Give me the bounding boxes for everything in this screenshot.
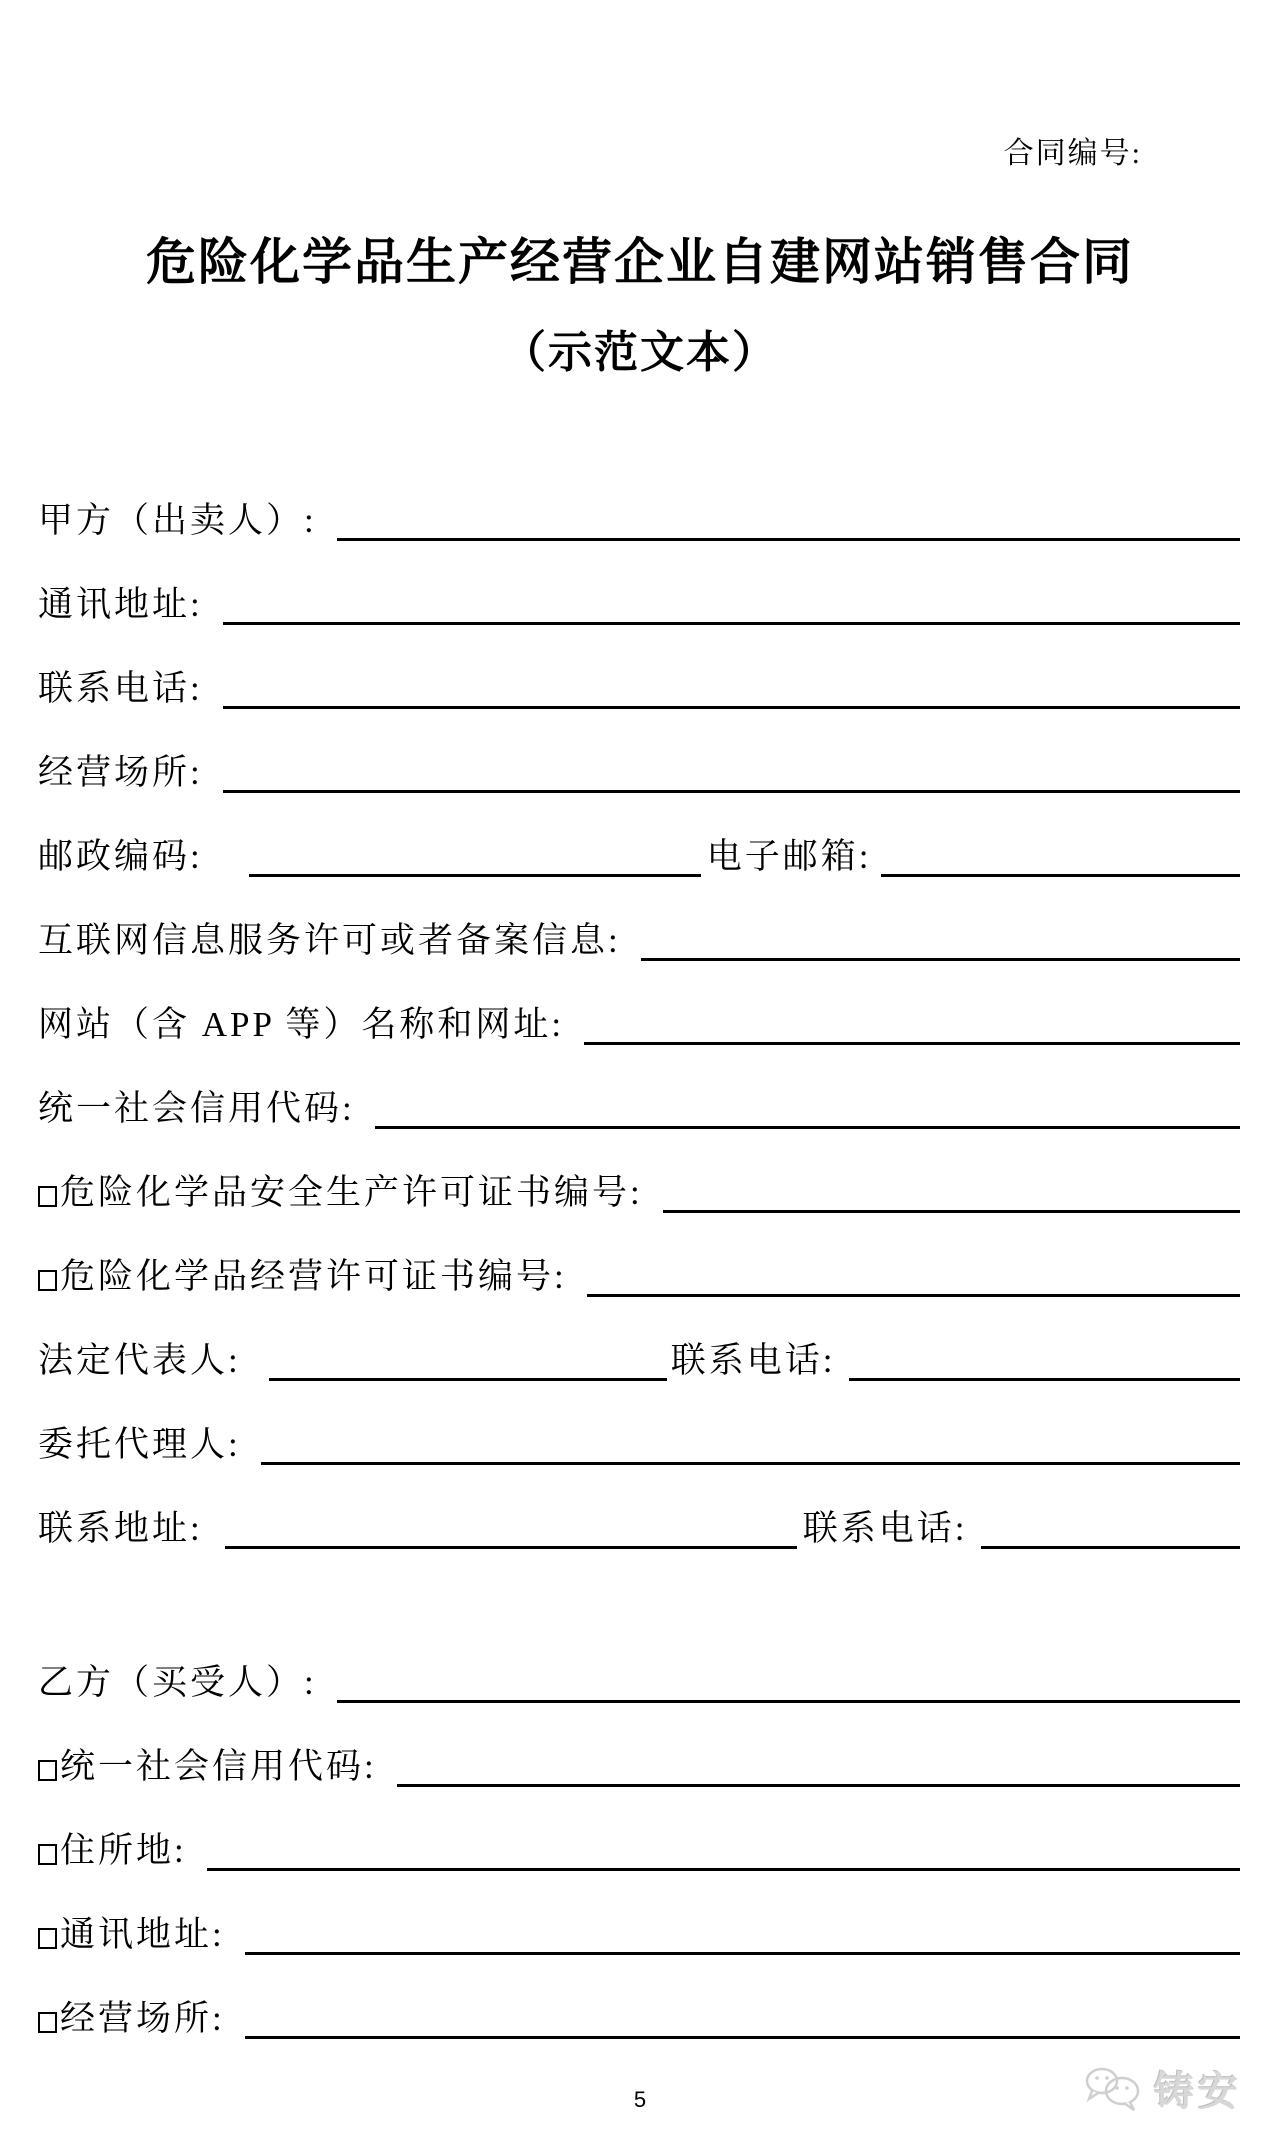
field-row-party-b-credit-code — [38, 1710, 1240, 1794]
field-underline — [223, 790, 1240, 793]
field-label: 联系电话: — [670, 1341, 836, 1380]
field-underline — [225, 1546, 797, 1549]
field-label: 危险化学品安全生产许可证书编号: — [60, 1173, 643, 1212]
field-label: 住所地: — [60, 1831, 187, 1870]
field-row-business-premises — [38, 716, 1240, 800]
contract-number-label: 合同编号: — [1003, 137, 1142, 170]
watermark-text: 铸安 — [1154, 2069, 1242, 2114]
field-label: 经营场所: — [60, 1999, 225, 2038]
field-row-legal-representative — [38, 1304, 1240, 1388]
field-underline — [397, 1784, 1240, 1787]
field-label: 经营场所: — [38, 753, 203, 792]
field-row-party-b — [38, 1626, 1240, 1710]
checkbox-icon — [38, 2012, 57, 2033]
checkbox-icon — [38, 1928, 57, 1949]
checkbox-icon — [38, 1844, 57, 1865]
field-underline — [587, 1294, 1240, 1297]
field-label: 邮政编码: — [38, 837, 203, 876]
contract-header-form — [38, 464, 1240, 2046]
field-label: 统一社会信用代码: — [60, 1747, 377, 1786]
page-number: 5 — [633, 2087, 647, 2112]
field-label: 联系地址: — [38, 1509, 203, 1548]
field-underline — [249, 874, 701, 877]
field-row-internet-license — [38, 884, 1240, 968]
checkbox-icon — [38, 1760, 57, 1781]
field-label: 法定代表人: — [38, 1341, 241, 1380]
field-label: 乙方（买受人）: — [38, 1663, 317, 1702]
field-underline — [584, 1042, 1240, 1045]
field-row-party-b-postal-address — [38, 1878, 1240, 1962]
document-title: 危险化学品生产经营企业自建网站销售合同 — [146, 234, 1134, 290]
field-row-contact-address — [38, 1472, 1240, 1556]
field-label: 通讯地址: — [60, 1915, 225, 1954]
field-row-credit-code — [38, 1052, 1240, 1136]
field-underline — [269, 1378, 667, 1381]
field-underline — [223, 706, 1240, 709]
field-underline — [261, 1462, 1240, 1465]
checkbox-icon — [38, 1270, 57, 1291]
field-underline — [981, 1546, 1240, 1549]
field-label: 统一社会信用代码: — [38, 1089, 355, 1128]
checkbox-icon — [38, 1186, 57, 1207]
field-underline — [223, 622, 1240, 625]
field-label: 网站（含 APP 等）名称和网址: — [38, 1005, 565, 1044]
section-divider-gap — [38, 1556, 1240, 1626]
field-row-party-b-business-premises — [38, 1962, 1240, 2046]
field-underline — [663, 1210, 1240, 1213]
field-underline — [337, 538, 1240, 541]
wechat-bubbles-icon — [1082, 2063, 1154, 2115]
field-underline — [375, 1126, 1240, 1129]
field-label: 互联网信息服务许可或者备案信息: — [38, 921, 621, 960]
field-underline — [207, 1868, 1240, 1871]
field-label: 甲方（出卖人）: — [38, 501, 317, 540]
field-underline — [337, 1700, 1240, 1703]
field-row-website-name-url — [38, 968, 1240, 1052]
field-row-postal-code-email — [38, 800, 1240, 884]
field-label: 联系电话: — [38, 669, 203, 708]
field-row-phone — [38, 632, 1240, 716]
field-row-party-b-domicile — [38, 1794, 1240, 1878]
field-label: 联系电话: — [802, 1509, 968, 1548]
field-row-operation-license — [38, 1220, 1240, 1304]
field-underline — [245, 2036, 1240, 2039]
field-underline — [881, 874, 1240, 877]
field-row-party-a — [38, 464, 1240, 548]
field-underline — [641, 958, 1240, 961]
field-row-postal-address — [38, 548, 1240, 632]
field-label: 通讯地址: — [38, 585, 203, 624]
field-label: 委托代理人: — [38, 1425, 241, 1464]
field-row-authorized-agent — [38, 1388, 1240, 1472]
document-subtitle: （示范文本） — [502, 328, 778, 377]
field-underline — [245, 1952, 1240, 1955]
field-label: 电子邮箱: — [706, 837, 872, 876]
field-label: 危险化学品经营许可证书编号: — [60, 1257, 567, 1296]
field-row-safety-production-license — [38, 1136, 1240, 1220]
watermark — [1082, 2060, 1242, 2117]
field-underline — [849, 1378, 1240, 1381]
